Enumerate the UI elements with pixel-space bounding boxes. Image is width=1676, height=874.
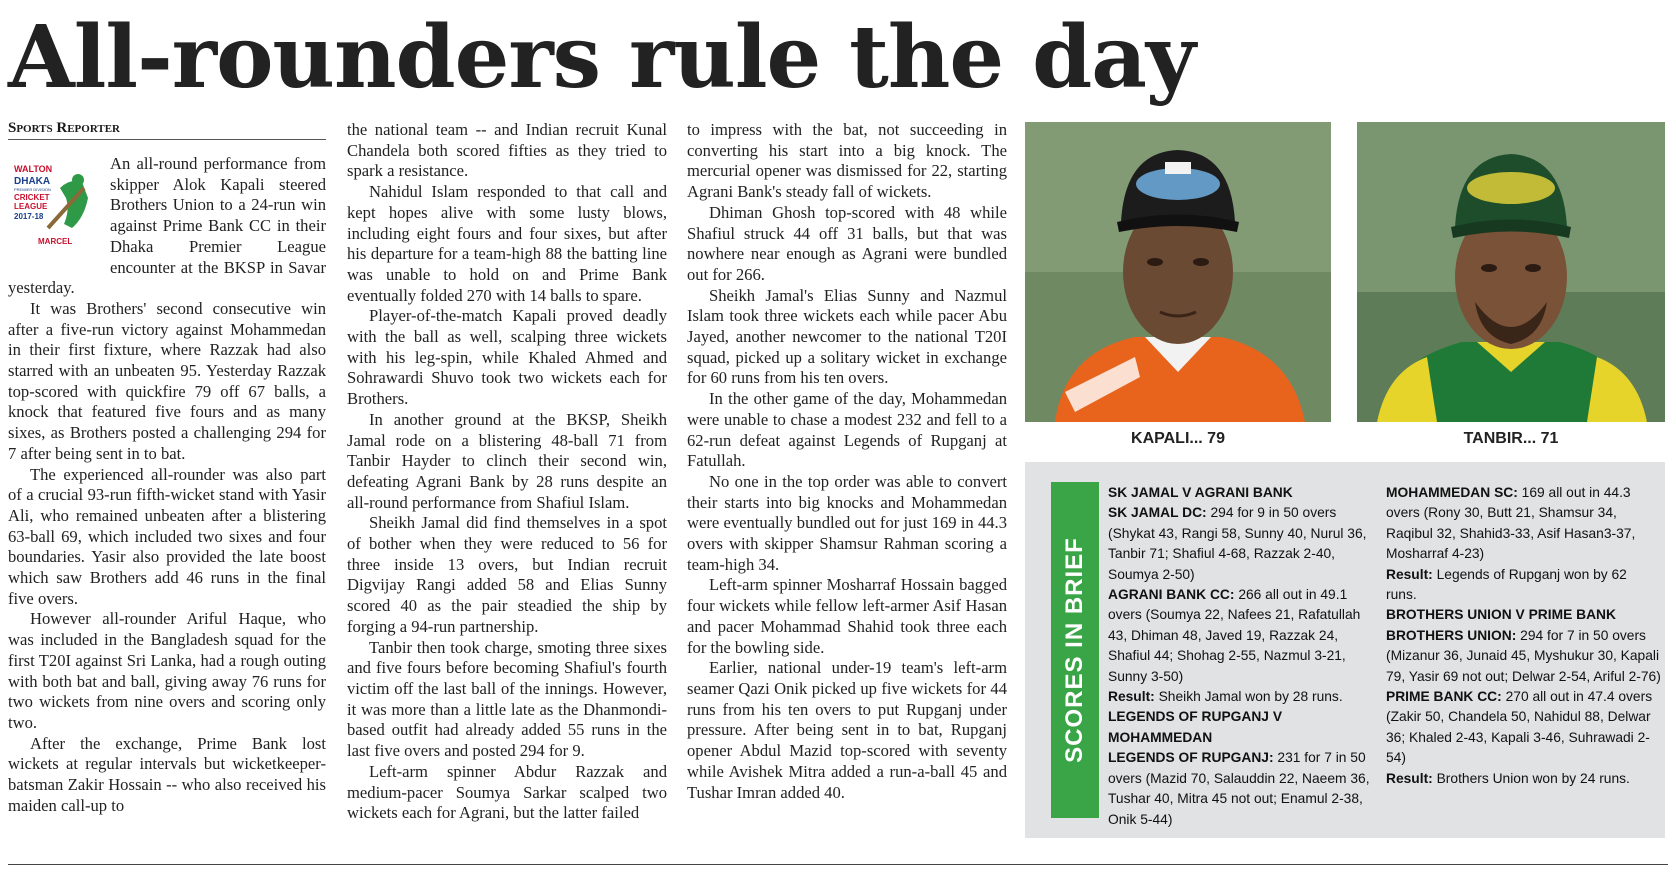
team-label: SK JAMAL DC: (1108, 505, 1207, 521)
paragraph: It was Brothers' second consecutive win after a five-run victory against Mohammedan in their first fixture, where Razzak had also starred with an unbeaten 95. Yesterday Razzak top-scored with quickfire 79 off 67 balls, a knock that featured five fours and as many sixes, as Brothers posted a challenging 294 for 7 after being sent in to bat. (8, 298, 326, 463)
paragraph: Left-arm spinner Abdur Razzak and medium-pacer Soumya Sarkar scalped two wickets each for Agrani, but the latter failed (347, 761, 667, 823)
team-score: 294 for 7 in 50 overs (Mizanur 36, Junaid 45, Myshukur 30, Kapali 79, Yasir 69 not out; Delwar 2-54, Ariful 2-76) (1386, 627, 1661, 684)
logo-line3: CRICKET (14, 193, 50, 202)
scores-column-1 (1108, 483, 1373, 830)
logo-line1: DHAKA (14, 176, 51, 187)
result-entry (1108, 687, 1373, 707)
team-label: LEGENDS OF RUPGANJ: (1108, 750, 1274, 766)
paragraph: An all-round performance from skipper Alok Kapali steered Brothers Union to a 24-run win against Prime Bank CC in their Dhaka Premier League encounter at the BKSP in Savar yesterday. (8, 154, 326, 298)
scores-column-2 (1386, 483, 1661, 789)
article-column-2 (347, 120, 667, 824)
team-label: PRIME BANK CC: (1386, 689, 1502, 705)
paragraph: Earlier, national under-19 team's left-arm seamer Qazi Onik picked up five wickets for 44 runs from his ten overs to put Rupganj under pressure. After being sent in to bat, Rupganj opener Abdul Mazid top-scored with seventy while Avishek Mitra added a run-a-ball 45 and Tushar Imran added 40. (687, 658, 1007, 802)
result-text: Legends of Rupganj won by 62 runs. (1386, 566, 1627, 603)
logo-brand: WALTON (14, 164, 53, 174)
score-entry (1386, 483, 1661, 565)
kapali-caption: KAPALI... 79 (1131, 430, 1225, 447)
score-entry (1386, 626, 1661, 687)
team-score: 270 all out in 47.4 overs (Zakir 50, Chandela 50, Nahidul 88, Delwar 36; Khaled 2-43, Kapali 3-46, Suhrawadi 2-54) (1386, 689, 1653, 766)
result-entry (1386, 565, 1661, 606)
article-column-3 (687, 120, 1007, 803)
paragraph: In the other game of the day, Mohammedan were unable to chase a modest 232 and fell to a 62-run defeat against Legends of Rupganj at Fatullah. (687, 389, 1007, 471)
team-score: 266 all out in 49.1 overs (Soumya 22, Nafees 21, Rafatullah 43, Dhiman 48, Javed 19, Razzak 24, Shafiul 44; Shohag 2-55, Nazmul 3-21, Sunny 3-50) (1108, 587, 1361, 684)
article-column-1 (8, 154, 326, 817)
paragraph: Dhiman Ghosh top-scored with 48 while Shafiul struck 44 off 31 balls, but that was nowhere near enough as Agrani were bundled out for 266. (687, 202, 1007, 284)
headline: All-rounders rule the day (8, 7, 1195, 108)
tanbir-caption: TANBIR... 71 (1463, 430, 1559, 447)
paragraph: No one in the top order was able to convert their starts into big knocks and Mohammedan were eventually bundled out for just 169 in 44.3 overs with skipper Shamsur Rahman scoring a team-high 34. (687, 471, 1007, 574)
score-entry (1108, 503, 1373, 585)
score-entry (1108, 585, 1373, 687)
byline: Sports Reporter (8, 120, 326, 140)
match-title: BROTHERS UNION V PRIME BANK (1386, 607, 1616, 623)
paragraph: However all-rounder Ariful Haque, who was included in the Bangladesh squad for the first T20I against Sri Lanka, had a rough outing with both bat and ball, giving away 76 runs for two wickets from nine overs and scoring only two. (8, 609, 326, 732)
tanbir-photo (1357, 122, 1665, 422)
team-score: 231 for 7 in 50 overs (Mazid 70, Salauddin 22, Naeem 36, Tushar 40, Mitra 45 not out; Enamul 2-38, Onik 5-44) (1108, 750, 1370, 827)
logo-line2: PREMIER DIVISION (14, 187, 51, 192)
scores-in-brief-box (1025, 462, 1665, 838)
paragraph: Left-arm spinner Mosharraf Hossain bagged four wickets while fellow left-armer Asif Hasan and pacer Mohammad Shahid took three each for the bowling side. (687, 575, 1007, 657)
team-label: MOHAMMEDAN SC: (1386, 485, 1518, 500)
bottom-rule (8, 864, 1668, 865)
team-score: 169 all out in 44.3 overs (Rony 30, Butt 21, Shamsur 34, Raqibul 32, Shahid3-33, Asif Hasan3-37, Mosharraf 4-23) (1386, 485, 1636, 562)
result-entry (1386, 769, 1661, 789)
team-score: 294 for 9 in 50 overs (Shykat 43, Rangi 58, Sunny 40, Nurul 36, Tanbir 71; Shafiul 4-68, Razzak 2-40, Soumya 2-50) (1108, 505, 1367, 582)
paragraph: Tanbir then took charge, smoting three sixes and five fours before becoming Shafiul's fourth victim off the last ball of the innings. However, it was more than a little late as the Dhanmondi-based outfit had already added 55 runs in the last five overs and posted 294 for 9. (347, 637, 667, 761)
match-title: LEGENDS OF RUPGANJ V MOHAMMEDAN (1108, 709, 1283, 745)
paragraph: In another ground at the BKSP, Sheikh Jamal rode on a blistering 48-ball 71 from Tanbir Hayder to clinch their second win, defeating Agrani Bank by 28 runs despite an all-round performance from Shafiul Islam. (347, 409, 667, 512)
scores-title: SCORES IN BRIEF (1061, 537, 1088, 763)
paragraph: Sheikh Jamal's Elias Sunny and Nazmul Islam took three wickets each while pacer Abu Jayed, another newcomer to the national T20I squad, picked up a solitary wicket in exchange for 60 runs from his ten overs. (687, 285, 1007, 388)
score-entry (1386, 687, 1661, 769)
result-label: Result: (1386, 770, 1433, 786)
scores-title-bar (1051, 482, 1099, 818)
logo-line4: LEAGUE (14, 202, 48, 211)
match-title: SK JAMAL V AGRANI BANK (1108, 485, 1293, 500)
paragraph: to impress with the bat, not succeeding in converting his start into a big knock. The mercurial opener was dismissed for 22, starting Agrani Bank's steady fall of wickets. (687, 120, 1007, 202)
paragraph: Sheikh Jamal did find themselves in a spot of bother when they were reduced to 56 for three inside 13 overs, but Indian recruit Digvijay Rangi added 58 and Elias Sunny scored 40 as the pair steadied the ship by forging a 94-run partnership. (347, 513, 667, 636)
kapali-photo (1025, 122, 1331, 422)
logo-season: 2017-18 (14, 212, 44, 221)
paragraph: Nahidul Islam responded to that call and kept hopes alive with some lusty blows, including eight fours and four sixes, but after his departure for a team-high 88 the batting line was unable to hold on and Prime Bank eventually folded 270 with 14 balls to spare. (347, 182, 667, 305)
league-logo (8, 158, 98, 254)
result-text: Brothers Union won by 24 runs. (1436, 770, 1630, 786)
team-label: AGRANI BANK CC: (1108, 587, 1235, 603)
paragraph: the national team -- and Indian recruit Kunal Chandela both scored fifties as they tried to spark a resistance. (347, 120, 667, 181)
result-label: Result: (1386, 566, 1433, 582)
paragraph: After the exchange, Prime Bank lost wickets at regular intervals but wicketkeeper-batsman Zakir Hossain -- who also received his maiden call-up to (8, 733, 326, 815)
paragraph: The experienced all-rounder was also part of a crucial 93-run fifth-wicket stand with Yasir Ali, who remained unbeaten after a blistering 63-ball 69, which included two sixes and four boundaries. Yasir also provided the late boost which saw Brothers add 46 runs in the final five overs. (8, 464, 326, 608)
paragraph: Player-of-the-match Kapali proved deadly with the ball as well, scalping three wickets with his leg-spin, while Khaled Ahmed and Sohrawardi Shuvo took two wickets each for Brothers. (347, 306, 667, 409)
team-label: BROTHERS UNION: (1386, 627, 1517, 643)
score-entry (1108, 748, 1373, 830)
result-text: Sheikh Jamal won by 28 runs. (1158, 689, 1343, 705)
logo-sponsor: MARCEL (38, 237, 73, 246)
result-label: Result: (1108, 689, 1155, 705)
